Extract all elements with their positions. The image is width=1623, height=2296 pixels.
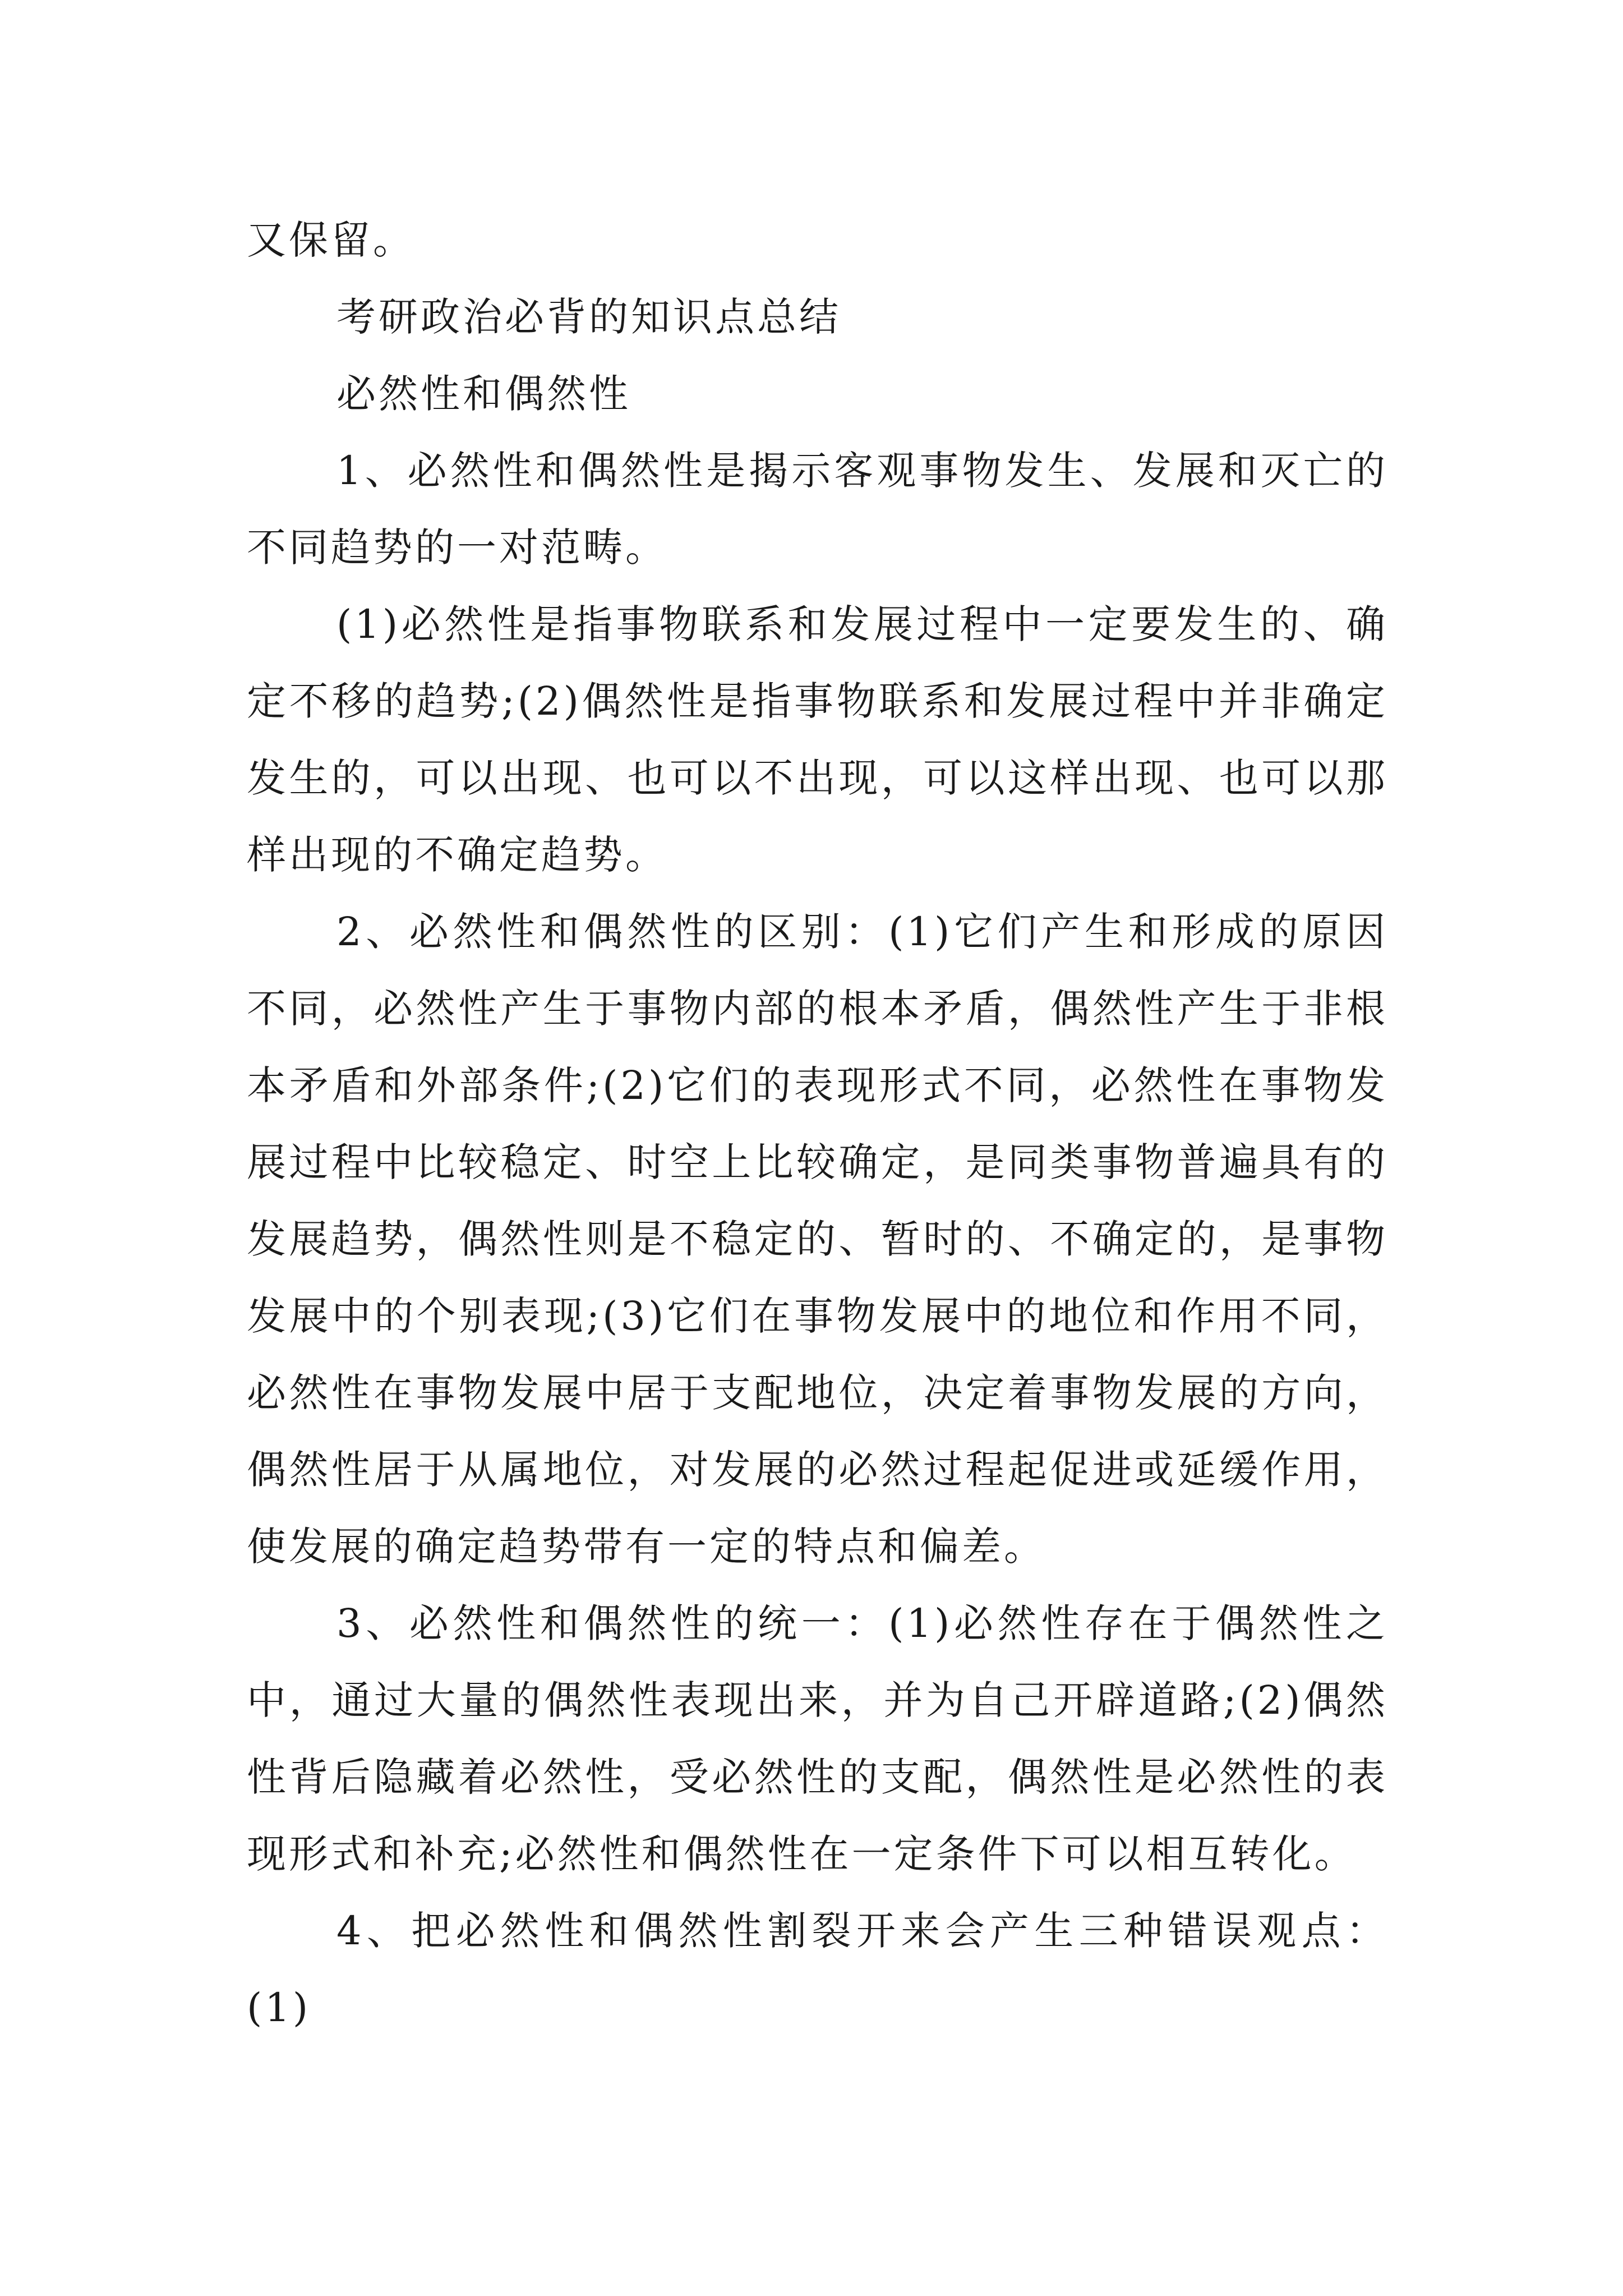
subsection-heading: 必然性和偶然性: [336, 371, 631, 417]
document-body: [247, 202, 1388, 2046]
paragraph: 2、必然性和偶然性的区别：(1)它们产生和形成的原因不同，必然性产生于事物内部的根本矛盾，偶然性产生于非根本矛盾和外部条件;(2)它们的表现形式不同，必然性在事物发展过程中比较稳定、时空上比较确定，是同类事物普遍具有的发展趋势，偶然性则是不稳定的、暂时的、不确定的，是事物发展中的个别表现;(3)它们在事物发展中的地位和作用不同，必然性在事物发展中居于支配地位，决定着事物发展的方向，偶然性居于从属地位，对发展的必然过程起促进或延缓作用，使发展的确定趋势带有一定的特点和偏差。: [247, 909, 1388, 1570]
paragraph: 又保留。: [247, 217, 415, 263]
paragraph: (1)必然性是指事物联系和发展过程中一定要发生的、确定不移的趋势;(2)偶然性是指事物联系和发展过程中并非确定发生的，可以出现、也可以不出现，可以这样出现、也可以那样出现的不确定趋势。: [247, 601, 1388, 878]
paragraph: 4、把必然性和偶然性割裂开来会产生三种错误观点：(1): [247, 1908, 1388, 2031]
section-heading: 考研政治必背的知识点总结: [336, 294, 841, 340]
paragraph: 3、必然性和偶然性的统一：(1)必然性存在于偶然性之中，通过大量的偶然性表现出来，并为自己开辟道路;(2)偶然性背后隐藏着必然性，受必然性的支配，偶然性是必然性的表现形式和补充;必然性和偶然性在一定条件下可以相互转化。: [247, 1600, 1388, 1877]
paragraph: 1、必然性和偶然性是揭示客观事物发生、发展和灭亡的不同趋势的一对范畴。: [247, 448, 1388, 570]
